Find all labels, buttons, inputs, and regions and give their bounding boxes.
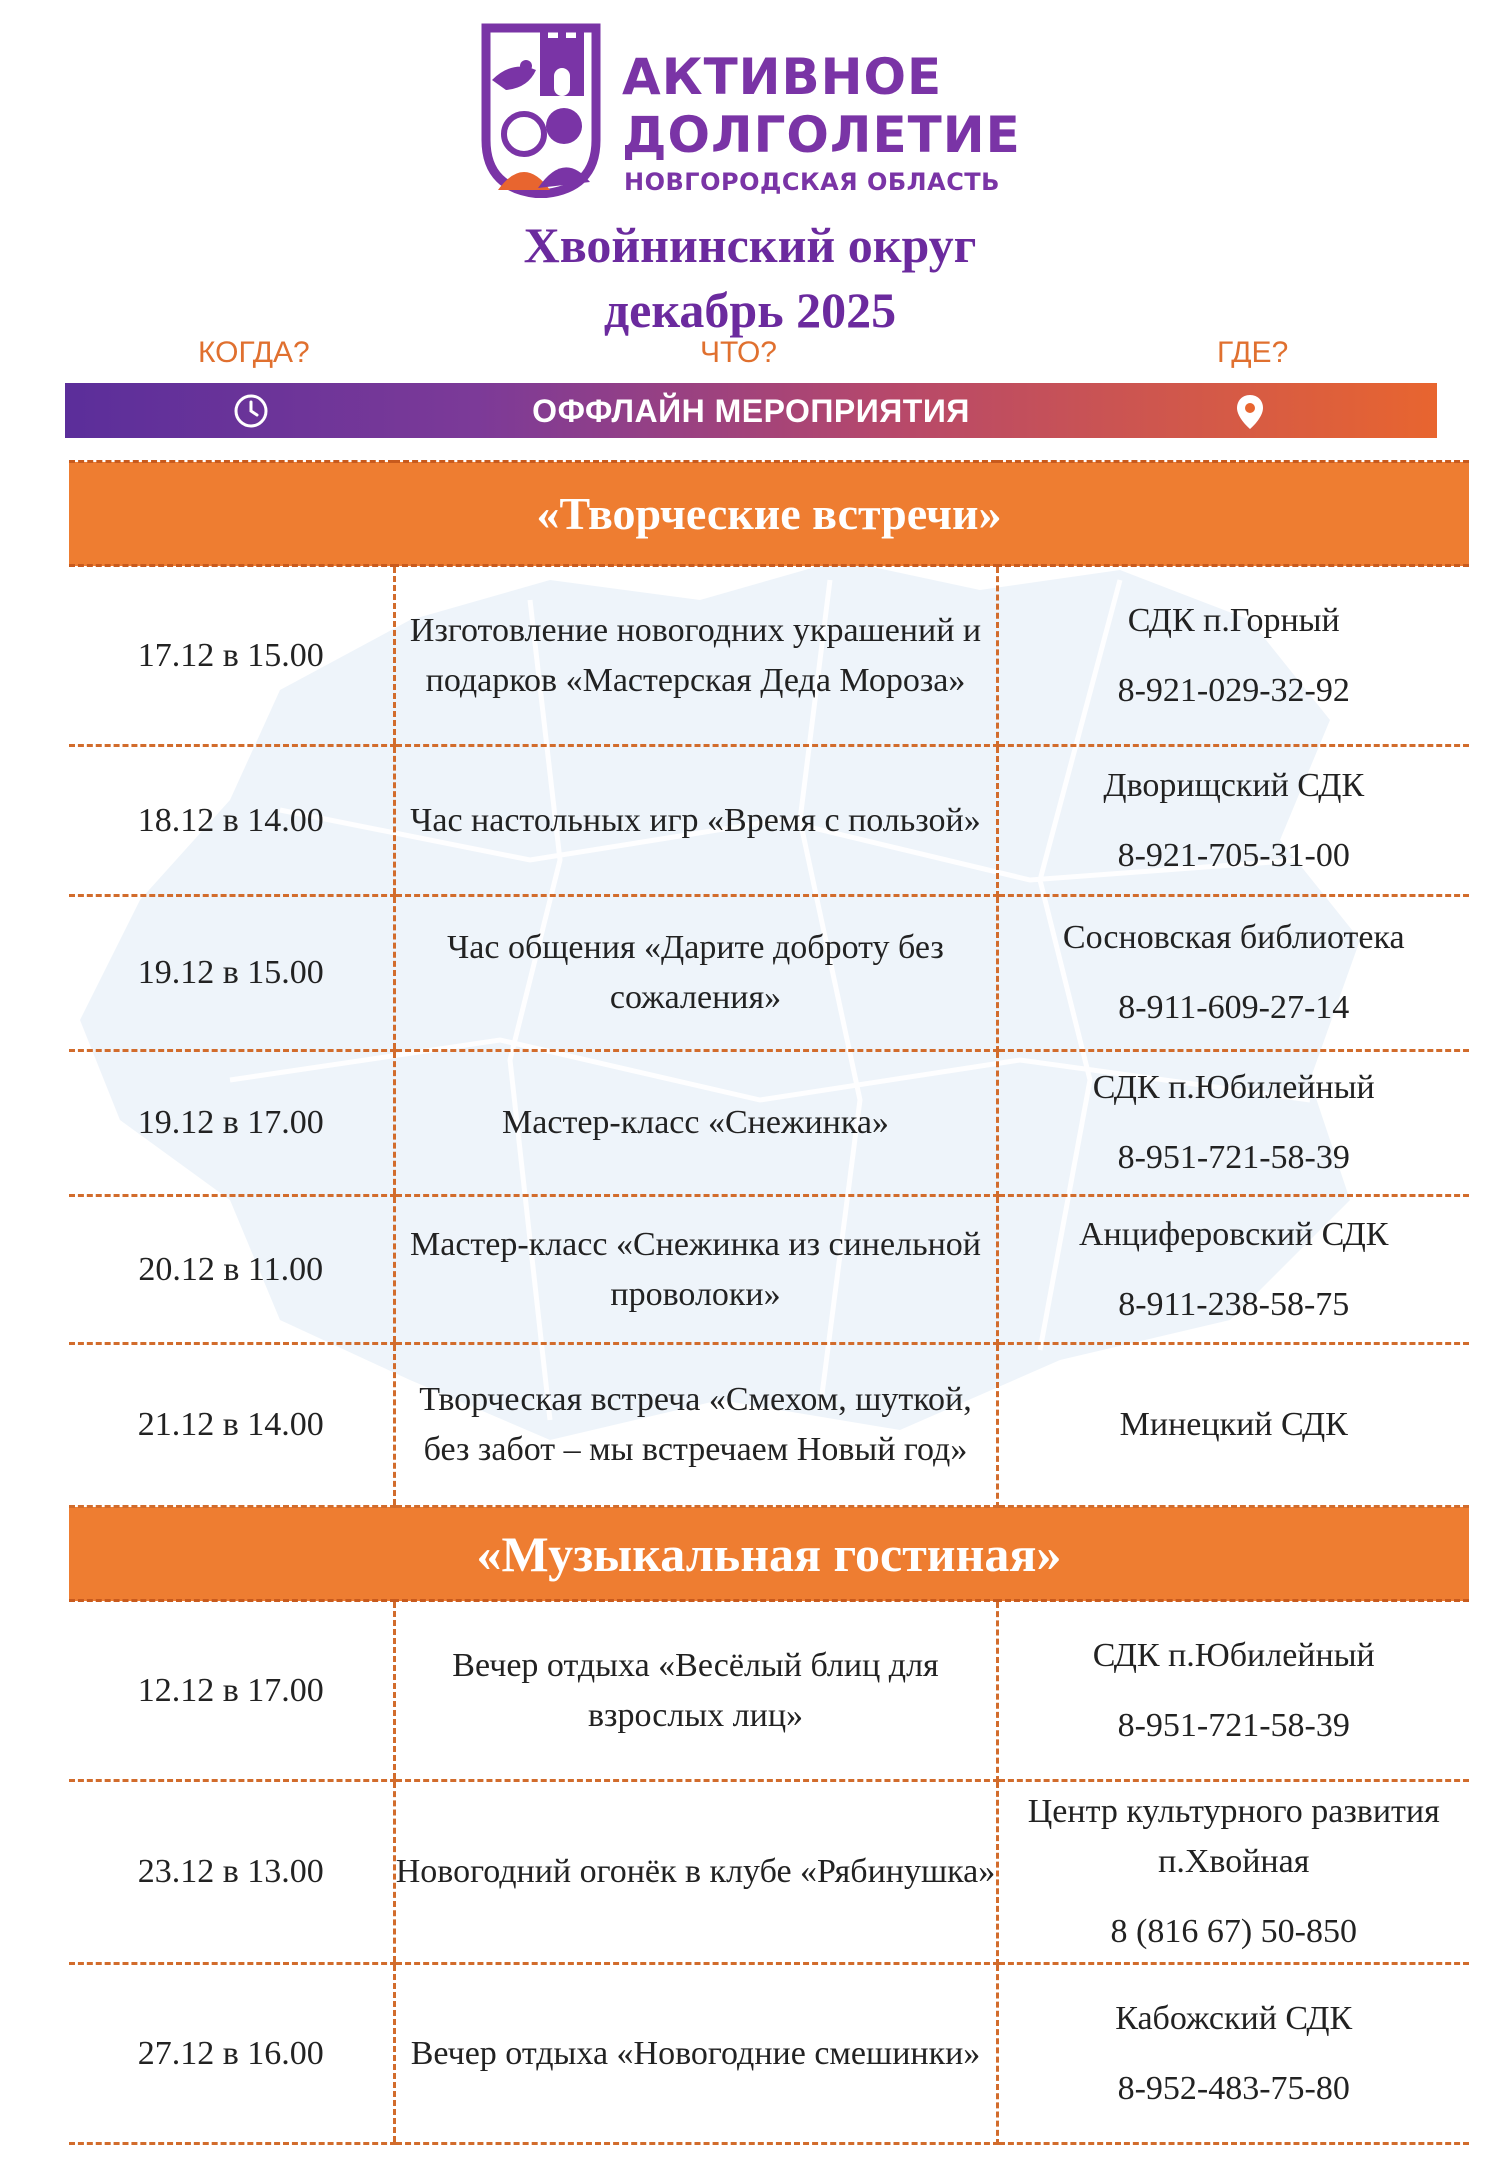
event-phone: 8-951-721-58-39 [1117,1139,1350,1176]
event-where: СДК п.Юбилейный [1092,1069,1375,1106]
table-row [69,1196,1469,1344]
table-row [69,1964,1469,2144]
event-where-cell [997,896,1469,1051]
event-where: Сосновская библиотека [1062,919,1405,956]
logo-line-3: НОВГОРОДСКАЯ ОБЛАСТЬ [624,168,1000,196]
section-header-row [69,462,1469,566]
event-where: Минецкий СДК [1119,1406,1348,1443]
table-row [69,746,1469,896]
event-phone: 8-952-483-75-80 [1117,2069,1350,2107]
event-phone: 8-911-609-27-14 [1118,989,1350,1026]
offline-events-banner [65,383,1437,438]
event-where-cell [997,1051,1469,1196]
event-where: Дворищский СДК [1103,766,1365,804]
event-where-cell [997,1601,1469,1781]
event-what: Новогодний огонёк в клубе «Рябинушка» [394,1781,997,1964]
event-what: Изготовление новогодних украшений и подарков «Мастерская Деда Мороза» [394,566,997,746]
event-where: Анциферовский СДК [1079,1215,1389,1253]
table-row [69,896,1469,1051]
event-what: Мастер-класс «Снежинка из синельной проволоки» [394,1196,997,1344]
event-when: 20.12 в 11.00 [69,1196,394,1344]
label-when: КОГДА? [198,336,310,369]
event-phone: 8-921-705-31-00 [1117,836,1350,874]
event-what: Час общения «Дарите доброту без сожаления» [394,896,997,1051]
label-where: ГДЕ? [1217,336,1289,369]
event-phone: 8-951-721-58-39 [1117,1706,1350,1744]
event-where-cell [997,1344,1469,1507]
event-where: СДК п.Юбилейный [1092,1636,1375,1674]
event-when: 23.12 в 13.00 [69,1781,394,1964]
logo-line-1: АКТИВНОЕ [622,48,943,106]
page-subtitle: декабрь 2025 [603,282,897,338]
event-phone: 8-911-238-58-75 [1118,1285,1350,1323]
banner-title: ОФФЛАЙН МЕРОПРИЯТИЯ [532,393,970,429]
event-where-cell [997,1964,1469,2144]
logo [478,22,1038,200]
label-what: ЧТО? [700,336,777,369]
table-row [69,1051,1469,1196]
event-where-cell [997,1196,1469,1344]
event-when: 19.12 в 15.00 [69,896,394,1051]
event-where: СДК п.Горный [1127,601,1340,639]
event-where-cell [997,1781,1469,1964]
location-pin-icon [1235,393,1265,431]
section-title: «Творческие встречи» [69,462,1469,566]
event-where-cell [997,746,1469,896]
event-when: 21.12 в 14.00 [69,1344,394,1507]
event-when: 19.12 в 17.00 [69,1051,394,1196]
table-row [69,1601,1469,1781]
section-header-row [69,1507,1469,1601]
event-phone: 8 (816 67) 50-850 [1110,1913,1357,1950]
event-what: Мастер-класс «Снежинка» [394,1051,997,1196]
event-where: Кабожский СДК [1115,1999,1353,2037]
event-when: 17.12 в 15.00 [69,566,394,746]
event-when: 27.12 в 16.00 [69,1964,394,2144]
event-what: Вечер отдыха «Весёлый блиц для взрослых лиц» [394,1601,997,1781]
table-row [69,1781,1469,1964]
section-title: «Музыкальная гостиная» [69,1507,1469,1601]
event-when: 12.12 в 17.00 [69,1601,394,1781]
events-table [69,460,1469,2145]
logo-line-2: ДОЛГОЛЕТИЕ [622,106,1021,164]
event-when: 18.12 в 14.00 [69,746,394,896]
event-what: Вечер отдыха «Новогодние смешинки» [394,1964,997,2144]
event-where-cell [997,566,1469,746]
table-row [69,566,1469,746]
event-where: Центр культурного развития п.Хвойная [1027,1793,1440,1880]
event-what: Час настольных игр «Время с пользой» [394,746,997,896]
event-phone: 8-921-029-32-92 [1117,671,1350,709]
logo-badge-icon [478,22,604,198]
page-title: Хвойнинский округ [523,217,977,273]
table-row [69,1344,1469,1507]
event-what: Творческая встреча «Смехом, шуткой, без забот – мы встречаем Новый год» [394,1344,997,1507]
